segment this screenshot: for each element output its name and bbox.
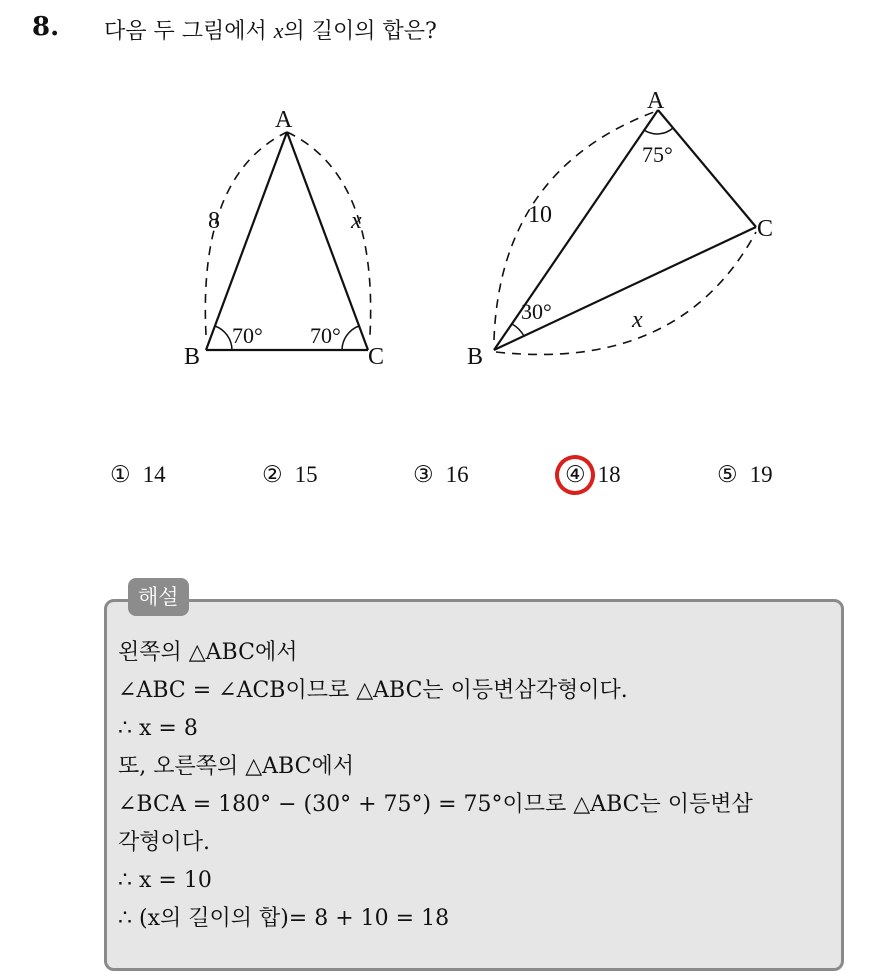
question-number: 8. [32, 12, 60, 42]
question-text-before: 다음 두 그림에서 [104, 19, 274, 44]
choice-4-value: 18 [597, 462, 621, 487]
explanation-line: ∴ x = 10 [118, 868, 212, 893]
left-triangle [184, 107, 384, 370]
right-side-bc-label: x [632, 307, 643, 333]
explanation-line: 왼쪽의 △ABC에서 [118, 640, 298, 665]
explanation-line: ∴ x = 8 [118, 716, 198, 741]
left-vertex-a: A [275, 107, 293, 133]
right-triangle [467, 88, 773, 370]
question-text-after: 의 길이의 합은? [283, 19, 437, 44]
right-side-ab-label: 10 [528, 202, 552, 228]
left-side-ac [287, 132, 368, 350]
right-vertex-a: A [647, 88, 665, 114]
choice-2[interactable] [262, 462, 318, 488]
left-side-ab [206, 132, 287, 350]
explanation-line: 각형이다. [118, 830, 211, 855]
left-side-ac-label: x [351, 208, 362, 234]
choice-2-number: ② [262, 462, 283, 487]
left-vertex-c: C [368, 344, 385, 370]
explanation-text [118, 634, 753, 938]
left-angle-c-arc [342, 326, 359, 350]
left-side-ab-label: 8 [208, 208, 220, 234]
right-vertex-c: C [757, 216, 774, 242]
right-side-ac [658, 110, 756, 227]
choice-5-number: ⑤ [717, 462, 738, 487]
choice-3-value: 16 [445, 462, 469, 487]
choice-2-value: 15 [294, 462, 318, 487]
left-angle-c-label: 70° [310, 323, 341, 348]
choice-4-number: ④ [565, 462, 586, 487]
right-angle-b-arc [512, 324, 524, 336]
right-angle-a-arc [644, 128, 673, 134]
explanation-line: ∴ (x의 길이의 합)= 8 + 10 = 18 [118, 906, 450, 931]
question-variable: x [273, 18, 284, 43]
explanation-line: ∠ABC = ∠ACB이므로 △ABC는 이등변삼각형이다. [118, 678, 628, 703]
left-vertex-b: B [184, 344, 201, 370]
right-arc-bc [496, 232, 756, 355]
triangle-figures [0, 0, 884, 420]
right-angle-a-label: 75° [642, 142, 673, 167]
choice-5-value: 19 [749, 462, 773, 487]
choice-1-number: ① [110, 462, 131, 487]
choice-3-number: ③ [413, 462, 434, 487]
left-angle-b-label: 70° [232, 323, 263, 348]
explanation-line: 또, 오른쪽의 △ABC에서 [118, 754, 354, 779]
right-side-bc [494, 227, 756, 350]
right-vertex-b: B [467, 344, 484, 370]
right-angle-b-label: 30° [521, 299, 552, 324]
choice-3[interactable] [413, 462, 469, 488]
answer-choices [0, 462, 884, 502]
explanation-line: ∠BCA = 180° − (30° + 75°) = 75°이므로 △ABC는 이등변삼 [118, 792, 753, 817]
left-angle-b-arc [215, 326, 232, 350]
choice-1[interactable] [110, 462, 166, 488]
choice-1-value: 14 [142, 462, 166, 487]
choice-5[interactable] [717, 462, 773, 488]
explanation-tag: 해설 [128, 578, 189, 616]
right-arc-ab [494, 112, 654, 340]
